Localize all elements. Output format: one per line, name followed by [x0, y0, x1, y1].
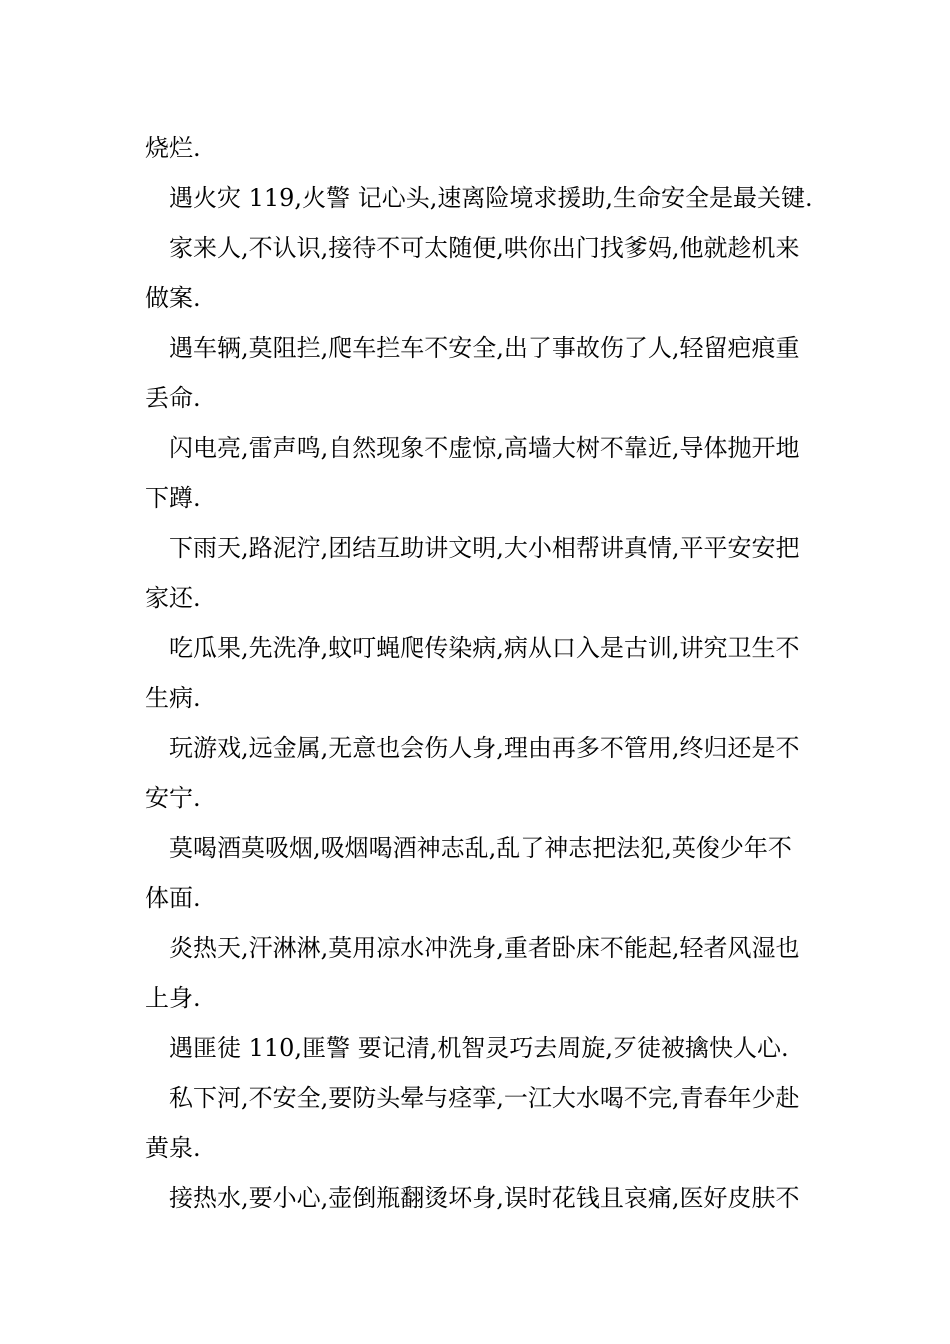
text-line: 私下河,不安全,要防头晕与痉挛,一江大水喝不完,青春年少赴 [169, 1084, 800, 1112]
text-line: 家来人,不认识,接待不可太随便,哄你出门找爹妈,他就趁机来 [169, 234, 800, 262]
text-line: 闪电亮,雷声鸣,自然现象不虚惊,高墙大树不靠近,导体抛开地 [169, 434, 800, 462]
text-line: 黄泉. [145, 1134, 201, 1162]
text-line: 下雨天,路泥泞,团结互助讲文明,大小相帮讲真情,平平安安把 [169, 534, 800, 562]
text-line: 玩游戏,远金属,无意也会伤人身,理由再多不管用,终归还是不 [169, 734, 800, 762]
text-line: 下蹲. [145, 484, 201, 512]
text-line: 上身. [145, 984, 201, 1012]
text-line: 安宁. [145, 784, 201, 812]
text-line: 烧烂. [145, 134, 201, 162]
text-line: 体面. [145, 884, 201, 912]
text-line: 丢命. [145, 384, 201, 412]
document-body [145, 128, 813, 1228]
text-line: 做案. [145, 284, 201, 312]
text-line: 生病. [145, 684, 201, 712]
text-line: 莫喝酒莫吸烟,吸烟喝酒神志乱,乱了神志把法犯,英俊少年不 [169, 834, 792, 862]
text-line: 遇火灾 119,火警 记心头,速离险境求援助,生命安全是最关键. [169, 184, 813, 212]
text-line: 接热水,要小心,壶倒瓶翻烫坏身,误时花钱且哀痛,医好皮肤不 [169, 1184, 800, 1212]
text-line: 遇车辆,莫阻拦,爬车拦车不安全,出了事故伤了人,轻留疤痕重 [169, 334, 800, 362]
text-line: 遇匪徒 110,匪警 要记清,机智灵巧去周旋,歹徒被擒快人心. [169, 1034, 789, 1062]
text-line: 吃瓜果,先洗净,蚊叮蝇爬传染病,病从口入是古训,讲究卫生不 [169, 634, 800, 662]
text-line: 炎热天,汗淋淋,莫用凉水冲洗身,重者卧床不能起,轻者风湿也 [169, 934, 800, 962]
text-line: 家还. [145, 584, 201, 612]
